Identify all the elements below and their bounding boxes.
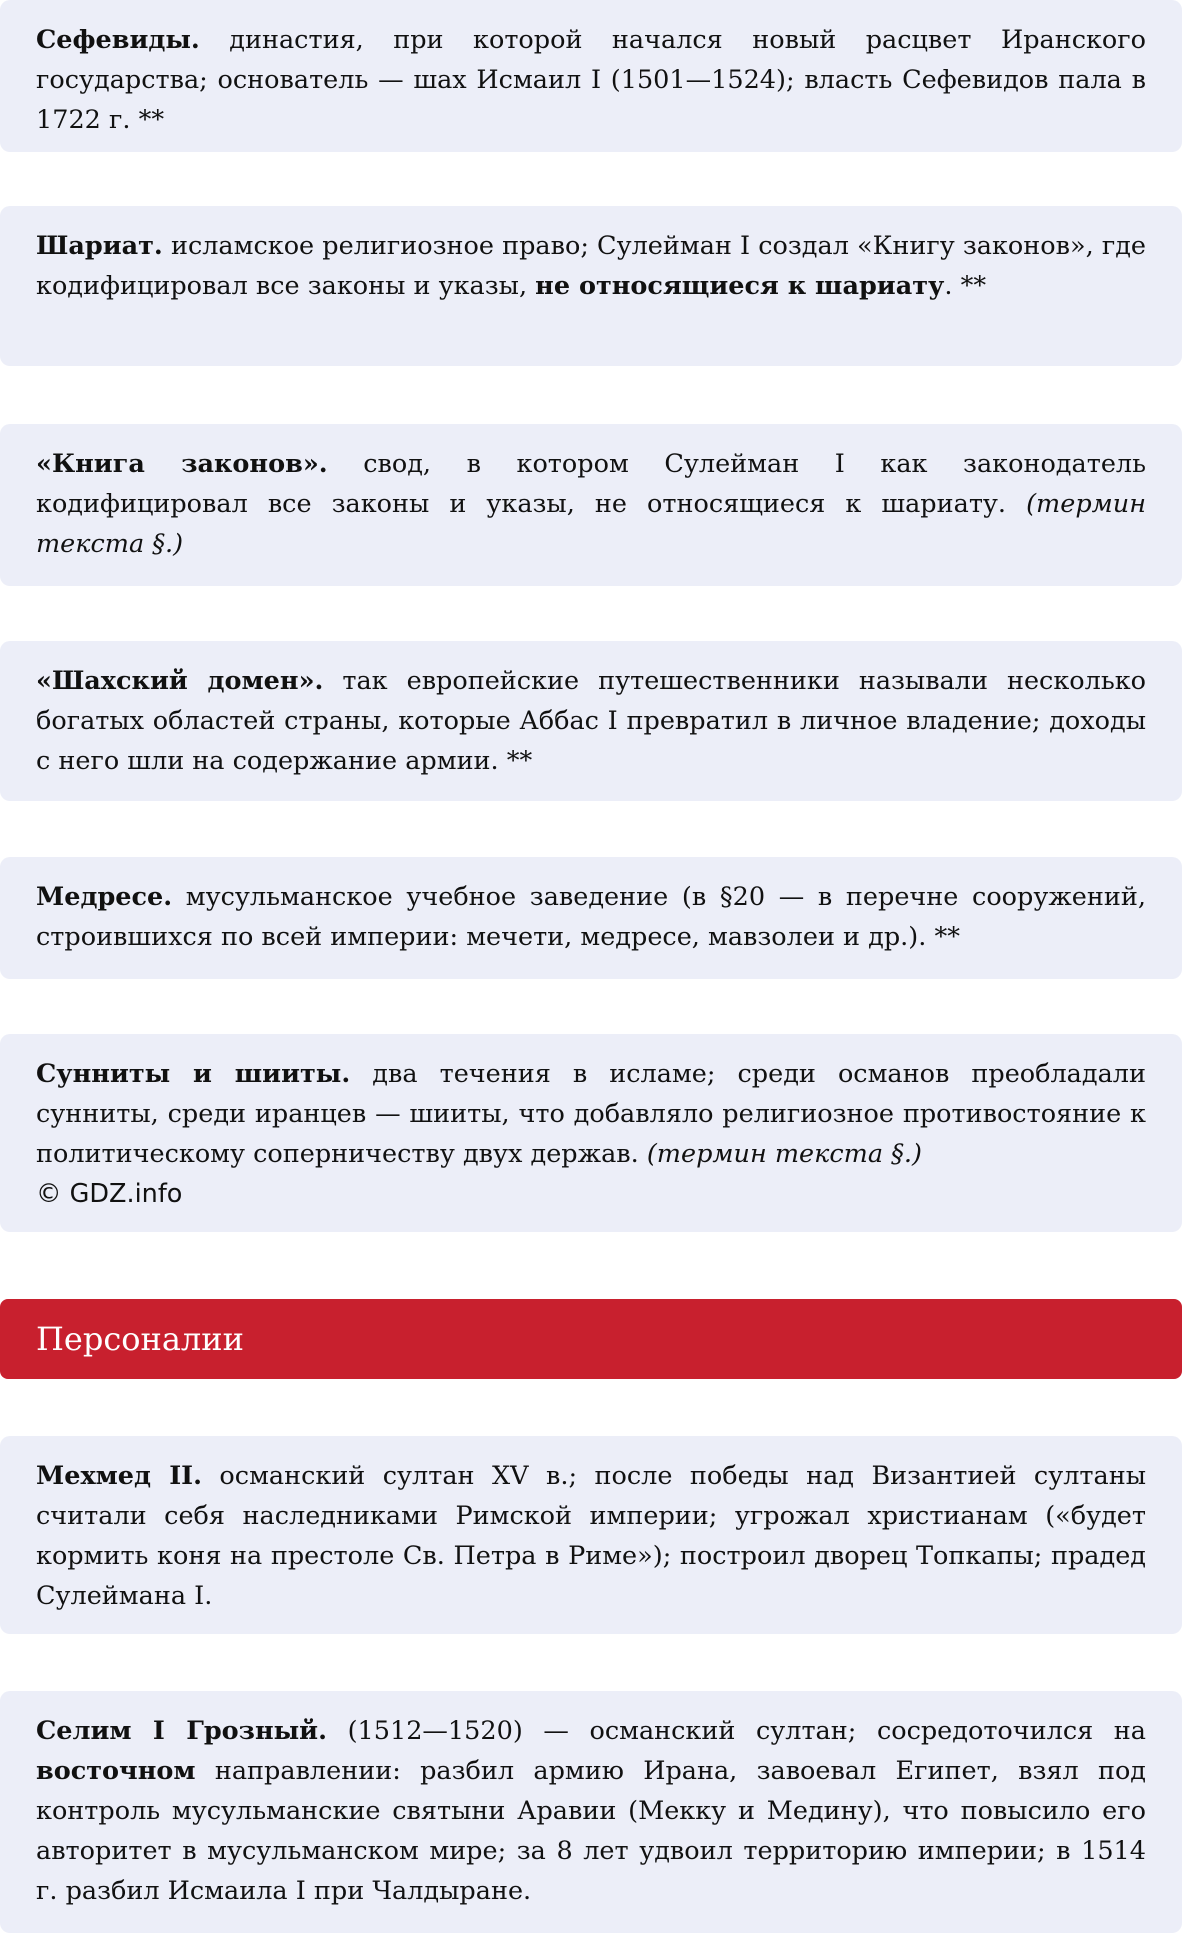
term-definition: свод, в котором Сулейман I как законодатель кодифицировал все законы и указы, не относящиеся к шариату. (36, 449, 1146, 519)
term-card-madrasa (0, 857, 1182, 979)
term-card-sunni-shia (0, 1034, 1182, 1232)
term-card-sharia (0, 206, 1182, 366)
term-title: Сефевиды. (36, 25, 200, 55)
person-name: Селим I Грозный. (36, 1716, 327, 1746)
term-card-safavids (0, 0, 1182, 152)
term-note: (термин текста §.) (646, 1139, 922, 1169)
term-definition: два течения в исламе; среди османов преобладали сунниты, среди иранцев — шииты, что добавляло религиозное противостояние к политическому соперничеству двух держав. (36, 1059, 1146, 1169)
section-title: Персоналии (36, 1320, 244, 1358)
person-description: (1512—1520) — османский султан; сосредоточился на (326, 1716, 1147, 1746)
term-title: Медресе. (36, 882, 173, 912)
term-definition: исламское религиозное право; Сулейман I создал «Книгу законов», где кодифицировал все законы и указы, (36, 231, 1146, 301)
term-title: Сунниты и шииты. (36, 1059, 351, 1089)
term-title: Шариат. (36, 231, 163, 261)
person-description: османский султан XV в.; после победы над Византией султаны считали себя наследниками Римской империи; угрожал христианам («будет кормить коня на престоле Св. Петра в Риме»); построил дворец Топкапы; прадед Сулеймана I. (36, 1461, 1147, 1611)
person-emphasis: восточном (36, 1756, 196, 1786)
term-definition: династия, при которой начался новый расцвет Иранского государства; основатель — шах Исмаил I (1501—1524); власть Сефевидов пала в 1722 г. ** (36, 25, 1146, 135)
term-card-shah-domain (0, 641, 1182, 801)
term-definition: мусульманское учебное заведение (в §20 — в перечне сооружений, строившихся по всей империи: мечети, медресе, мавзолеи и др.). ** (36, 882, 1146, 952)
person-name: Мехмед II. (36, 1461, 202, 1491)
person-description-end: направлении: разбил армию Ирана, завоевал Египет, взял под контроль мусульманские святыни Аравии (Мекку и Медину), что повысило его авторитет в мусульманском мире; за 8 лет удвоил территорию империи; в 1514 г. разбил Исмаила I при Чалдыране. (36, 1756, 1146, 1906)
person-card-selim (0, 1691, 1182, 1933)
term-note: (термин текста §.) (36, 489, 1146, 559)
term-emphasis: не относящиеся к шариату (535, 271, 945, 301)
person-card-mehmed (0, 1436, 1182, 1634)
term-title: «Шахский домен». (36, 666, 324, 696)
term-definition: так европейские путешественники называли несколько богатых областей страны, которые Аббас I превратил в личное владение; доходы с него шли на содержание армии. ** (36, 666, 1146, 776)
term-card-book-of-laws (0, 424, 1182, 586)
section-banner-personalities (0, 1299, 1182, 1379)
term-definition-end: . ** (944, 271, 987, 301)
copyright-text: © GDZ.info (36, 1179, 183, 1209)
term-title: «Книга законов». (36, 449, 328, 479)
